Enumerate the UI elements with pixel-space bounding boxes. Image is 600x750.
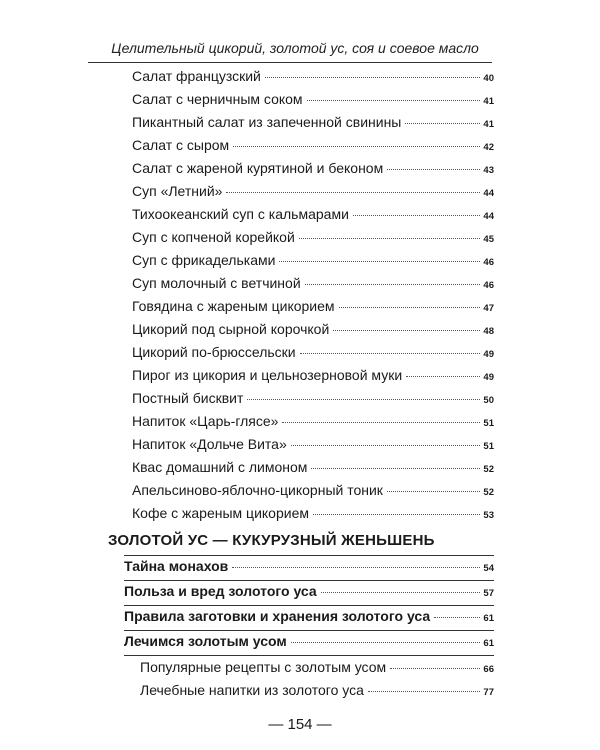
toc-entry-page: 77 (483, 687, 494, 698)
toc-entry-title: Суп с копченой корейкой (132, 229, 295, 245)
toc-entry (132, 137, 494, 157)
toc-entry (132, 68, 494, 88)
toc-entry (124, 633, 494, 653)
toc-entry-title: Кофе с жареным цикорием (132, 505, 309, 521)
dot-leader (291, 445, 481, 446)
dot-leader (265, 77, 481, 78)
toc-entry-page: 48 (483, 326, 494, 337)
toc-entry-title: Пикантный салат из запеченной свинины (132, 114, 402, 130)
dot-leader (406, 376, 480, 377)
dot-leader (299, 238, 481, 239)
toc-entry-title: Правила заготовки и хранения золотого уса (124, 608, 431, 624)
dot-leader (232, 567, 480, 568)
toc-entry-page: 44 (483, 188, 494, 199)
toc-entry (140, 659, 494, 679)
toc-entry-page: 49 (483, 349, 494, 360)
toc-entry-page: 61 (483, 613, 494, 624)
dot-leader (247, 399, 480, 400)
dot-leader (339, 307, 481, 308)
toc-entry (132, 459, 494, 479)
entry-rule (124, 630, 494, 631)
toc-entry-page: 50 (483, 395, 494, 406)
toc-entry-title: Салат французский (132, 68, 261, 84)
toc-entry (132, 321, 494, 341)
toc-entry (132, 114, 494, 134)
toc-entry-title: Напиток «Царь-глясе» (132, 413, 279, 429)
toc-entry-title: Лечебные напитки из золотого уса (140, 682, 364, 698)
toc-entry-title: Цикорий по-брюссельски (132, 344, 296, 360)
toc-entry-title: Постный бисквит (132, 390, 244, 406)
entry-rule (124, 605, 494, 606)
toc-entry-page: 57 (483, 588, 494, 599)
section-rule (124, 555, 494, 556)
entry-rule (124, 580, 494, 581)
toc-entry-page: 47 (483, 303, 494, 314)
dot-leader (333, 330, 480, 331)
toc-entry-title: Суп «Летний» (132, 183, 223, 199)
toc-entry-title: Тайна монахов (124, 558, 229, 574)
toc-entry-title: Апельсиново-яблочно-цикорный тоник (132, 482, 383, 498)
toc-entry (132, 275, 494, 295)
dot-leader (307, 100, 481, 101)
toc-entry-page: 51 (483, 441, 494, 452)
page-number: — 154 — (268, 716, 332, 733)
toc-entry (132, 413, 494, 433)
dot-leader (226, 192, 480, 193)
toc-entry-page: 61 (483, 638, 494, 649)
toc-entry (132, 91, 494, 111)
toc-entry-page: 44 (483, 211, 494, 222)
header-rule (88, 62, 492, 63)
dot-leader (279, 261, 480, 262)
dot-leader (311, 468, 480, 469)
dot-leader (300, 353, 481, 354)
dot-leader (313, 514, 480, 515)
dot-leader (353, 215, 481, 216)
toc-entry (132, 298, 494, 318)
toc-entry-page: 45 (483, 234, 494, 245)
toc-entry (124, 608, 494, 628)
toc-entry-title: Лечимся золотым усом (124, 633, 287, 649)
dot-leader (387, 491, 480, 492)
toc-entry-title: Суп с фрикадельками (132, 252, 276, 268)
toc-entry-page: 41 (483, 96, 494, 107)
dot-leader (291, 642, 481, 643)
toc-entry-page: 40 (483, 73, 494, 84)
toc-entry-title: Квас домашний с лимоном (132, 459, 308, 475)
dot-leader (405, 123, 480, 124)
toc-entry (132, 367, 494, 387)
dot-leader (233, 146, 480, 147)
toc-entry-page: 43 (483, 165, 494, 176)
toc-entry-title: Пирог из цикория и цельнозерновой муки (132, 367, 403, 383)
toc-entry-page: 42 (483, 142, 494, 153)
toc-entry (132, 252, 494, 272)
toc-entry-page: 52 (483, 464, 494, 475)
toc-entry-title: Салат с жареной курятиной и беконом (132, 160, 384, 176)
toc-entry (132, 344, 494, 364)
dot-leader (387, 169, 480, 170)
toc-entry (124, 583, 494, 603)
dot-leader (321, 592, 481, 593)
toc-entry-page: 46 (483, 257, 494, 268)
toc-entry-title: Польза и вред золотого уса (124, 583, 317, 599)
toc-entry (132, 482, 494, 502)
toc-entry (132, 183, 494, 203)
toc-entry-title: Суп молочный с ветчиной (132, 275, 301, 291)
entry-rule (124, 655, 494, 656)
toc-entry (132, 229, 494, 249)
dot-leader (282, 422, 480, 423)
toc-entry-title: Говядина с жареным цикорием (132, 298, 335, 314)
section-heading: ЗОЛОТОЙ УС — КУКУРУЗНЫЙ ЖЕНЬШЕНЬ (108, 532, 435, 549)
toc-entry (132, 390, 494, 410)
toc-entry-title: Салат с черничным соком (132, 91, 303, 107)
toc-entry-page: 52 (483, 487, 494, 498)
dot-leader (368, 691, 481, 692)
dot-leader (434, 617, 480, 618)
toc-entry (132, 436, 494, 456)
toc-entry-page: 66 (483, 664, 494, 675)
toc-entry-title: Тихоокеанский суп с кальмарами (132, 206, 349, 222)
toc-entry-page: 41 (483, 119, 494, 130)
running-header: Целительный цикорий, золотой ус, соя и соевое масло (111, 40, 479, 56)
toc-entry-page: 49 (483, 372, 494, 383)
toc-entry-title: Салат с сыром (132, 137, 230, 153)
toc-entry-title: Цикорий под сырной корочкой (132, 321, 330, 337)
toc-entry-page: 53 (483, 510, 494, 521)
toc-entry (140, 682, 494, 702)
toc-entry (132, 505, 494, 525)
toc-entry-page: 51 (483, 418, 494, 429)
toc-entry-page: 54 (483, 563, 494, 574)
dot-leader (305, 284, 481, 285)
toc-entry (124, 558, 494, 578)
toc-entry-title: Популярные рецепты с золотым усом (140, 659, 387, 675)
dot-leader (390, 668, 480, 669)
toc-entry-title: Напиток «Дольче Вита» (132, 436, 287, 452)
toc-entry (132, 160, 494, 180)
toc-entry (132, 206, 494, 226)
toc-entry-page: 46 (483, 280, 494, 291)
